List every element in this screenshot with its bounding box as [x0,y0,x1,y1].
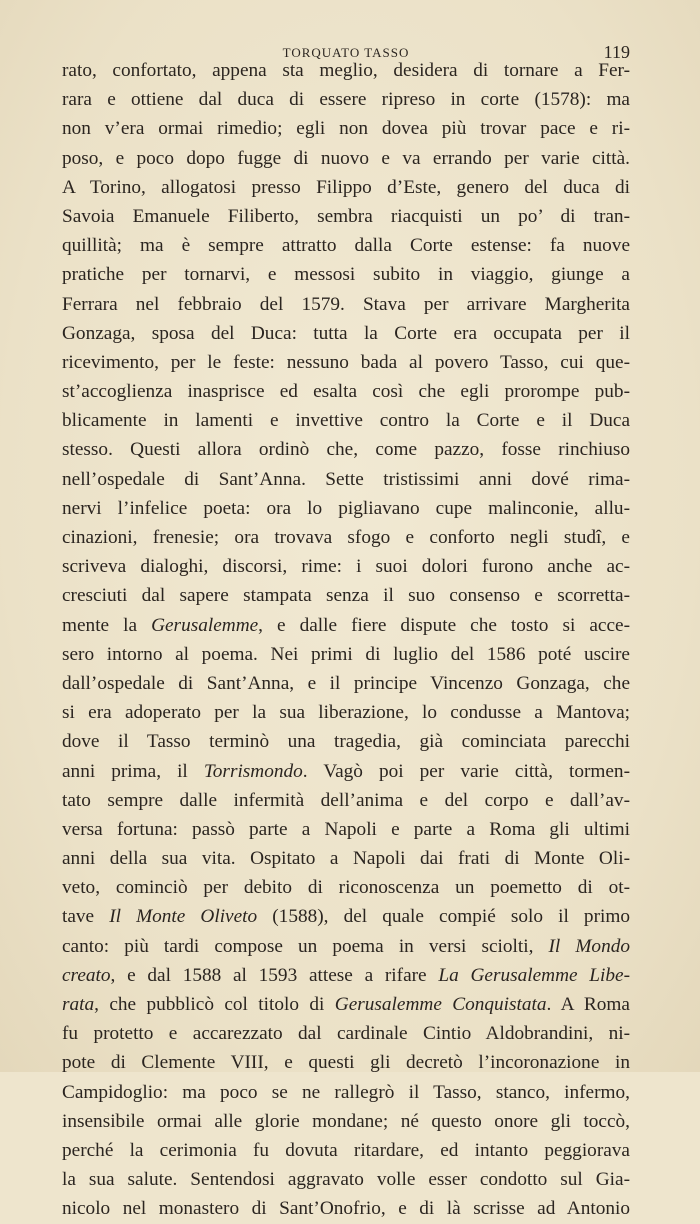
text-segment: anni prima, il [62,760,204,782]
text-segment: , e dalle fiere dispute che tosto si acce- [258,614,630,636]
italic-title: Il Mondo [548,935,630,957]
text-line [62,202,630,231]
text-segment: fu protetto e accarezzato dal cardinale Cintio Aldobrandini, ni- [62,1023,630,1045]
text-line [62,523,630,552]
text-segment: scriveva dialoghi, discorsi, rime: i suoi dolori furono anche ac- [62,556,630,578]
text-line [62,56,630,85]
text-line [62,85,630,114]
text-segment: sero intorno al poema. Nei primi di luglio del 1586 poté uscire [62,643,630,665]
body-text [62,56,630,1224]
text-line [62,173,630,202]
text-segment: pote di Clemente VIII, e questi gli decretò l’incoronazione in [62,1052,630,1074]
text-line [62,990,630,1019]
text-line [62,757,630,786]
text-line [62,873,630,902]
text-segment: nell’ospedale di Sant’Anna. Sette tristissimi anni dové rima- [62,468,630,490]
text-segment: ricevimento, per le feste: nessuno bada al povero Tasso, cui que- [62,351,630,373]
text-line [62,1048,630,1077]
italic-title: Il Monte Oliveto [109,906,258,928]
text-segment: poso, e poco dopo fugge di nuovo e va errando per varie città. [62,147,630,169]
text-segment: dove il Tasso terminò una tragedia, già cominciata parecchi [62,731,630,753]
text-segment: la sua salute. Sentendosi aggravato volle esser condotto sul Gia- [62,1169,630,1191]
text-line [62,581,630,610]
italic-title: La Gerusalemme Libe- [438,964,630,986]
italic-title: Gerusalemme Conquistata [334,994,547,1015]
text-line [62,611,630,640]
text-line [62,144,630,173]
text-line [62,640,630,669]
text-line [62,902,630,931]
text-line [62,435,630,464]
text-segment: tato sempre dalle infermità dell’anima e del corpo e dall’av- [62,789,630,811]
text-line [62,231,630,260]
text-line [62,1165,630,1194]
text-line [62,844,630,873]
text-segment: dall’ospedale di Sant’Anna, e il principe Vincenzo Gonzaga, che [62,672,630,694]
text-line [62,114,630,143]
text-segment: mente la [62,614,152,636]
text-line [62,377,630,406]
text-segment: anni della sua vita. Ospitato a Napoli dai frati di Monte Oli- [62,848,630,870]
text-segment: . A Roma [546,994,630,1015]
text-line [62,698,630,727]
text-segment: nervi l’infelice poeta: ora lo pigliavano cupe malinconie, allu- [62,497,630,519]
text-segment: nicolo nel monastero di Sant’Onofrio, e di là scrisse ad Antonio [62,1198,630,1220]
text-line [62,1019,630,1048]
running-head-title: TORQUATO TASSO [282,45,410,60]
text-line [62,552,630,581]
text-line [62,1194,630,1223]
text-segment: (1588), del quale compié solo il primo [257,906,630,928]
text-line [62,494,630,523]
text-line [62,260,630,289]
text-segment: si era adoperato per la sua liberazione, lo condusse a Mantova; [62,702,630,724]
italic-title: creato [62,964,111,986]
text-segment: insensibile ormai alle glorie mondane; né questo onore gli toccò, [62,1110,630,1132]
text-line [62,669,630,698]
text-segment: Campidoglio: ma poco se ne rallegrò il Tasso, stanco, infermo, [62,1081,630,1103]
text-line [62,1136,630,1165]
text-segment: quillità; ma è sempre attratto dalla Corte estense: fa nuove [62,235,630,257]
text-segment: cinazioni, frenesie; ora trovava sfogo e conforto negli studî, e [62,527,630,548]
text-segment: , che pubblicò col titolo di [94,994,335,1015]
italic-title: Gerusalemme [151,614,259,636]
italic-title: rata [62,994,95,1015]
text-segment: blicamente in lamenti e invettive contro la Corte e il Duca [62,410,630,432]
text-line [62,465,630,494]
text-line [62,815,630,844]
italic-title: Torrismondo [203,760,303,782]
page-number: 119 [603,42,630,62]
text-segment: rara e ottiene dal duca di essere ripreso in corte (1578): ma [62,89,630,111]
text-line [62,319,630,348]
text-line [62,727,630,756]
text-line [62,406,630,435]
text-segment: canto: più tardi compose un poema in versi sciolti, [62,935,549,957]
text-line [62,348,630,377]
text-segment: Ferrara nel febbraio del 1579. Stava per arrivare Margherita [62,293,630,315]
text-segment: tave [62,906,110,928]
text-segment: . Vagò poi per varie città, tormen- [302,760,630,782]
text-segment: perché la cerimonia fu dovuta ritardare, ed intanto peggiorava [62,1139,630,1161]
text-segment: pratiche per tornarvi, e messosi subito in viaggio, giunge a [62,264,630,286]
text-line [62,1078,630,1107]
text-line [62,786,630,815]
text-segment: rato, confortato, appena sta meglio, desidera di tornare a Fer- [62,60,630,81]
text-segment: st’accoglienza inasprisce ed esalta così che egli prorompe pub- [62,381,630,403]
text-segment: veto, cominciò per debito di riconoscenza un poemetto di ot- [62,877,630,899]
text-line [62,961,630,990]
text-segment: Savoia Emanuele Filiberto, sembra riacquisti un po’ di tran- [62,205,630,227]
text-segment: versa fortuna: passò parte a Napoli e parte a Roma gli ultimi [62,818,630,840]
text-segment: A Torino, allogatosi presso Filippo d’Este, genero del duca di [62,176,630,198]
text-line [62,1107,630,1136]
text-segment: non v’era ormai rimedio; egli non dovea più trovar pace e ri- [62,118,630,140]
text-line [62,290,630,319]
text-line [62,932,630,961]
text-segment: cresciuti dal sapere stampata senza il suo consenso e scorretta- [62,585,630,607]
text-segment: , e dal 1588 al 1593 attese a rifare [110,964,439,986]
text-segment: Gonzaga, sposa del Duca: tutta la Corte era occupata per il [62,322,630,344]
text-segment: stesso. Questi allora ordinò che, come pazzo, fosse rinchiuso [62,439,630,461]
